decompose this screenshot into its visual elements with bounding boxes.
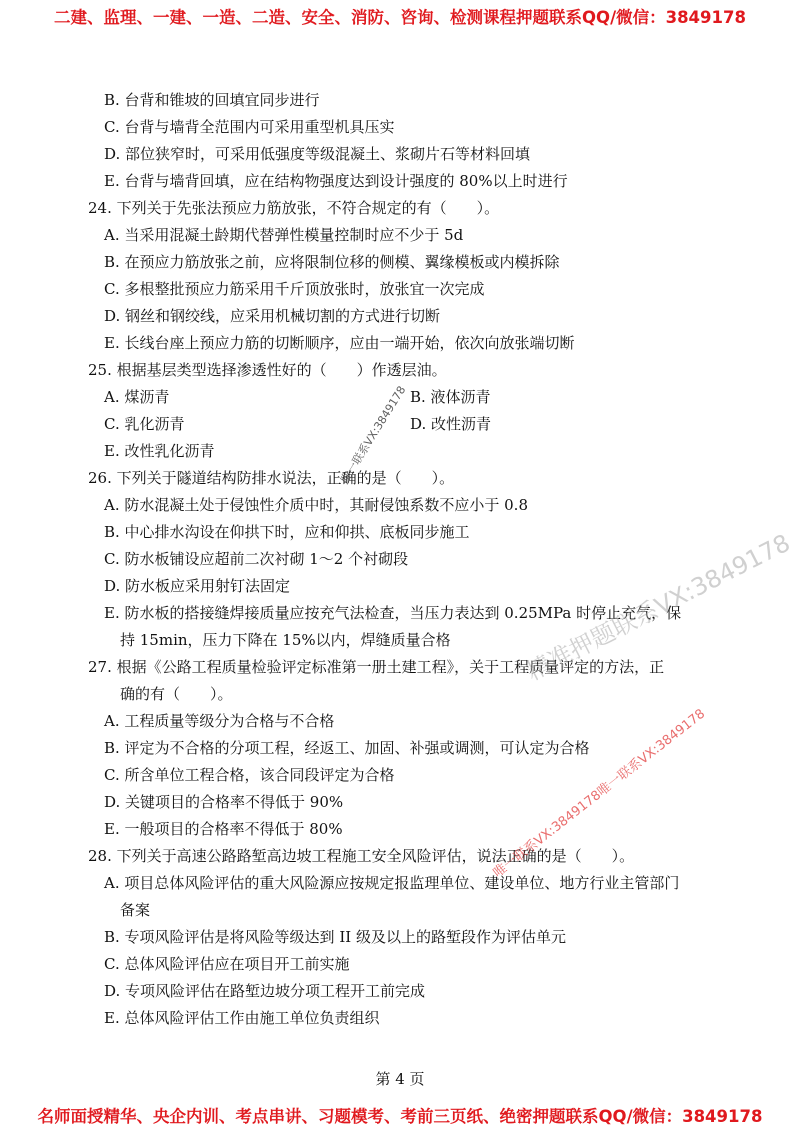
top-promo-banner: 二建、监理、一建、一造、二造、安全、消防、咨询、检测课程押题联系QQ/微信：3849178 <box>54 8 746 27</box>
question-27-continued: 确的有（ ）。 <box>120 685 233 703</box>
q28-option-b: B. 专项风险评估是将风险等级达到 II 级及以上的路堑段作为评估单元 <box>104 928 566 946</box>
q24-option-c: C. 多根整批预应力筋采用千斤顶放张时，放张宜一次完成 <box>104 280 485 298</box>
watermark-contact-red: 唯一联系VX:3849178唯一联系VX:3849178 <box>490 706 709 881</box>
q26-option-a: A. 防水混凝土处于侵蚀性介质中时，其耐侵蚀系数不应小于 0.8 <box>104 496 528 514</box>
watermark-contact-large: 精准押题联系VX:3849178 <box>521 528 795 687</box>
q28-option-c: C. 总体风险评估应在项目开工前实施 <box>104 955 350 973</box>
q25-option-e: E. 改性乳化沥青 <box>104 442 215 460</box>
q23-option-d: D. 部位狭窄时，可采用低强度等级混凝土、浆砌片石等材料回填 <box>104 145 531 163</box>
question-25: 25. 根据基层类型选择渗透性好的（ ）作透层油。 <box>88 361 447 379</box>
question-28: 28. 下列关于高速公路路堑高边坡工程施工安全风险评估，说法正确的是（ ）。 <box>88 847 635 865</box>
watermark-contact-small: 唯一联系VX:3849178 <box>338 383 409 486</box>
q25-option-a: A. 煤沥青 <box>104 388 170 406</box>
page-number: 第 4 页 <box>375 1070 425 1088</box>
q27-option-d: D. 关键项目的合格率不得低于 90% <box>104 793 344 811</box>
bottom-promo-banner: 名师面授精华、央企内训、考点串讲、习题模考、考前三页纸、绝密押题联系QQ/微信：3849178 <box>37 1107 763 1126</box>
q27-option-a: A. 工程质量等级分为合格与不合格 <box>104 712 335 730</box>
q23-option-b: B. 台背和锥坡的回填宜同步进行 <box>104 91 320 109</box>
q26-option-e-continued: 持 15min，压力下降在 15%以内，焊缝质量合格 <box>120 631 451 649</box>
q27-option-b: B. 评定为不合格的分项工程，经返工、加固、补强或调测，可认定为合格 <box>104 739 590 757</box>
q28-option-a-continued: 备案 <box>120 901 151 919</box>
q25-option-d: D. 改性沥青 <box>410 415 492 433</box>
q25-option-c: C. 乳化沥青 <box>104 415 185 433</box>
question-27: 27. 根据《公路工程质量检验评定标准第一册土建工程》，关于工程质量评定的方法，正 <box>88 658 665 676</box>
question-24: 24. 下列关于先张法预应力筋放张，不符合规定的有（ ）。 <box>88 199 500 217</box>
q28-option-a: A. 项目总体风险评估的重大风险源应按规定报监理单位、建设单位、地方行业主管部门 <box>104 874 680 892</box>
q26-option-b: B. 中心排水沟设在仰拱下时，应和仰拱、底板同步施工 <box>104 523 470 541</box>
q26-option-e: E. 防水板的搭接缝焊接质量应按充气法检查，当压力表达到 0.25MPa 时停止充气，保 <box>104 604 682 622</box>
q23-option-e: E. 台背与墙背回填，应在结构物强度达到设计强度的 80%以上时进行 <box>104 172 568 190</box>
q28-option-e: E. 总体风险评估工作由施工单位负责组织 <box>104 1009 380 1027</box>
q26-option-c: C. 防水板铺设应超前二次衬砌 1～2 个衬砌段 <box>104 550 409 568</box>
q24-option-a: A. 当采用混凝土龄期代替弹性模量控制时应不少于 5d <box>104 226 464 244</box>
q27-option-e: E. 一般项目的合格率不得低于 80% <box>104 820 343 838</box>
q26-option-d: D. 防水板应采用射钉法固定 <box>104 577 291 595</box>
question-26: 26. 下列关于隧道结构防排水说法，正确的是（ ）。 <box>88 469 455 487</box>
q23-option-c: C. 台背与墙背全范围内可采用重型机具压实 <box>104 118 395 136</box>
q24-option-e: E. 长线台座上预应力筋的切断顺序，应由一端开始，依次向放张端切断 <box>104 334 575 352</box>
q24-option-d: D. 钢丝和钢绞线，应采用机械切割的方式进行切断 <box>104 307 441 325</box>
q25-option-b: B. 液体沥青 <box>410 388 491 406</box>
q28-option-d: D. 专项风险评估在路堑边坡分项工程开工前完成 <box>104 982 426 1000</box>
q24-option-b: B. 在预应力筋放张之前，应将限制位移的侧模、翼缘模板或内模拆除 <box>104 253 560 271</box>
q27-option-c: C. 所含单位工程合格，该合同段评定为合格 <box>104 766 395 784</box>
